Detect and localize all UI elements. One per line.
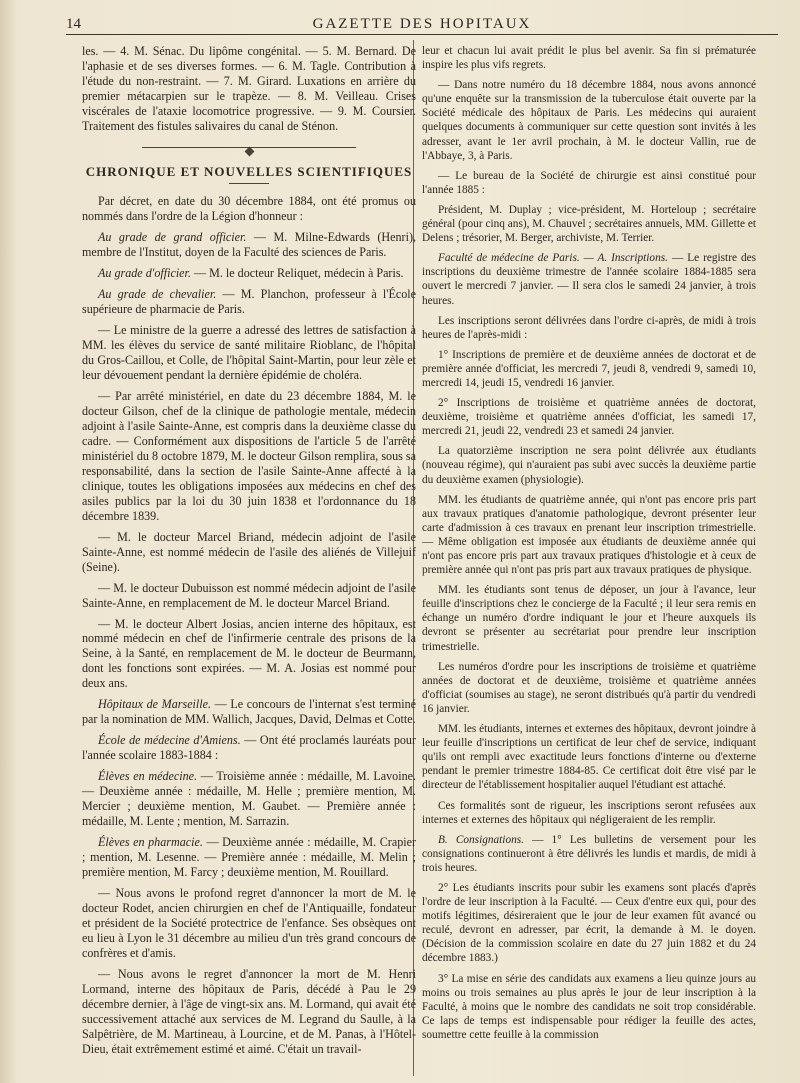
thesis-list-continuation: les. — 4. M. Sénac. Du lipôme congénital. — 5. M. Bernard. De l'aphasie et de ses diverses formes. — 6. M. Tagle. Contribution à l'étude du non-restraint. — 7. M. Girard. Luxations en arrière du premier métacarpien sur le trapèze. — 8. M. Veilleau. Crises viscérales de l'ataxie locomotrice progressive. — 9. M. Coursier. Traitement des fistules salivaires du canal de Sténon. [82,44,416,133]
italic-label: B. Consignations. [438,833,524,846]
italic-label: Au grade de grand officier. [98,229,247,244]
paragraph: Au grade de chevalier. — M. Planchon, professeur à l'École supérieure de pharmacie de Paris. [82,286,417,316]
paragraph: MM. les étudiants de quatrième année, qui n'ont pas encore pris part aux travaux pratiques d'anatomie pathologique, devront présenter leur carte d'admission à ces travaux en prenant leur inscription trimestrielle. — Même obligation est imposée aux étudiants de deuxième année qui n'ont pas encore pris part aux travaux pratiques d'histologie et à ceux de première année qui n'ont pas pris part aux travaux pratiques de physique. [422,493,756,577]
paragraph: — Dans notre numéro du 18 décembre 1884, nous avons annoncé qu'une enquête sur la transmission de la tuberculose était ouverte par la Société médicale des hôpitaux de Paris. Les médecins qui auraient quelques documents à communiquer sur cette question sont invités à les adresser, avant le 1er avril prochain, à M. le docteur Vallin, rue de l'Abbaye, 3, à Paris. [422,79,756,162]
paragraph: — M. le docteur Dubuisson est nommé médecin adjoint de l'asile Sainte-Anne, en remplacement de M. le docteur Marcel Briand. [82,580,416,610]
page-number: 14 [66,16,81,32]
italic-label: École de médecine d'Amiens. [98,733,241,748]
paragraph: Au grade de grand officier. — M. Milne-Edwards (Henri), membre de l'Institut, doyen de la Faculté des sciences de Paris. [82,229,416,259]
paragraph: Ces formalités sont de rigueur, les inscriptions seront refusées aux internes et externes des hôpitaux qui négligeraient de les remplir. [422,799,756,826]
paragraph: Au grade d'officier. — M. le docteur Reliquet, médecin à Paris. [98,265,404,280]
right-column [422,44,756,1048]
paragraph: — Nous avons le regret d'annoncer la mort de M. Henri Lormand, interne des hôpitaux de Paris, décédé à Pau le 29 décembre dernier, à l'âge de vingt-six ans. M. Lormand, qui avait été successivement attaché aux services de M. Legrand du Saulle, à la Salpêtrière, de M. Martineau, à Lourcine, et de M. Panas, à l'Hôtel-Dieu, était extrêmement estimé et aimé. C'était un travail- [82,967,416,1057]
italic-label: Au grade d'officier. [98,265,191,280]
paragraph: Les inscriptions seront délivrées dans l'ordre ci-après, de midi à trois heures de l'après-midi : [422,314,756,341]
paragraph: MM. les étudiants sont tenus de déposer, un jour à l'avance, leur feuille d'inscriptions chez le concierge de la Faculté ; il leur sera remis en échange un numéro d'ordre indiquant le jour et l'heure auxquels ils devront se présenter au secrétariat pour prendre leur inscription trimestrielle. [422,584,756,653]
paragraph: Faculté de médecine de Paris. — A. Inscriptions. — Le registre des inscriptions du deuxième trimestre de l'année scolaire 1884-1885 sera ouvert le mercredi 7 janvier. — Il sera clos le samedi 24 janvier, à trois heures. [422,252,756,307]
ornament-divider [82,142,416,154]
left-column [82,44,416,1063]
italic-label: Élèves en pharmacie. [98,835,203,850]
paragraph: Élèves en médecine. — Troisième année : médaille, M. Lavoine. — Deuxième année : médaille, M. Helle ; première mention, M. Mercier ; deuxième mention, M. Gaubet. — Première année : médaille, M. Lente ; mention, M. Sarrazin. [82,769,417,829]
paragraph: MM. les étudiants, internes et externes des hôpitaux, devront joindre à leur feuille d'inscriptions un certificat de leur chef de service, indiquant qu'ils ont rempli avec exactitude leurs fonctions d'interne ou d'externe pendant le premier trimestre 1884-85. Ce certificat doit être visé par le directeur de l'établissement hospitalier auquel l'étudiant est attaché. [422,723,756,792]
paragraph: Président, M. Duplay ; vice-président, M. Horteloup ; secrétaire général (pour cinq ans), M. Chauvel ; secrétaires annuels, MM. Gillette et Delens ; trésorier, M. Berger, archiviste, M. Terrier. [422,203,756,245]
italic-label: Au grade de chevalier. [98,286,217,301]
paragraph: La quatorzième inscription ne sera point délivrée aux étudiants (nouveau régime), qui n'auraient pas subi avec succès la deuxième partie du deuxième examen (physiologie). [422,445,756,486]
italic-label: Hôpitaux de Marseille. [98,697,212,712]
paragraph: — Le ministre de la guerre a adressé des lettres de satisfaction à MM. les élèves du service de santé militaire Rioblanc, de l'hôpital du Gros-Caillou, et Colle, de l'hôpital Saint-Martin, pour leur zèle et leur dévouement pendant la dernière épidémie de choléra. [82,322,416,382]
italic-label: Élèves en médecine. [98,769,198,784]
paragraph: 1° Inscriptions de première et de deuxième années de doctorat et de première année d'officiat, les mercredi 7, jeudi 8, vendredi 9, samedi 10, mercredi 14, jeudi 15, vendredi 16 janvier. [422,348,756,389]
paragraph: École de médecine d'Amiens. — Ont été proclamés lauréats pour l'année scolaire 1883-1884 : [82,733,416,763]
paragraph: Les numéros d'ordre pour les inscriptions de troisième et quatrième années de doctorat et de deuxième, troisième et quatrième années d'officiat (soumises au stage), ne seront distribués qu'à partir du vendredi 16 janvier. [422,660,756,715]
paragraph: — M. le docteur Albert Josias, ancien interne des hôpitaux, est nommé médecin en chef de l'infirmerie centrale des prisons de la Seine, à la Santé, en remplacement de M. le docteur de Beurmann, dont les fonctions sont expirées. — M. A. Josias est nommé pour deux ans. [82,616,416,691]
paragraph: leur et chacun lui avait prédit le plus bel avenir. Sa fin si prématurée inspire les plus vifs regrets. [422,45,756,72]
paragraph: Élèves en pharmacie. — Deuxième année : médaille, M. Crapier ; mention, M. Lesenne. — Première année : médaille, M. Melin ; première mention, M. Farcy ; deuxième mention, M. Rouillard. [82,835,417,880]
paragraph: — Par arrêté ministériel, en date du 23 décembre 1884, M. le docteur Gilson, chef de la clinique de pathologie mentale, médecin adjoint à l'asile Sainte-Anne, est compris dans la deuxième classe du cadre. — Conformément aux dispositions de l'article 5 de l'arrêté ministériel du 8 octobre 1879, M. le docteur Gilson remplira, sous sa responsabilité, dans la section de l'asile Sainte-Anne affecté à la clinique, toutes les obligations imposées aux médecins en chef des asiles publics par la loi du 30 juin 1838 et l'ordonnance du 18 décembre 1839. [82,388,416,523]
paragraph: Par décret, en date du 30 décembre 1884, ont été promus ou nommés dans l'ordre de la Légion d'honneur : [82,193,416,223]
italic-label: Faculté de médecine de Paris. — A. Inscriptions. [438,252,668,265]
paragraph: 2° Les étudiants inscrits pour subir les examens sont placés d'après l'ordre de leur inscription à la Faculté. — Ceux d'entre eux qui, pour des motifs légitimes, désireraient que le jour de leur examen fût avancé ou reculé, devront en adresser, par écrit, la demande à M. le doyen. (Décision de la commission scolaire en date du 27 juin 1882 et du 24 décembre 1883.) [422,881,756,965]
paragraph: — Le bureau de la Société de chirurgie est ainsi constitué pour l'année 1885 : [422,169,756,196]
paragraph: — M. le docteur Marcel Briand, médecin adjoint de l'asile Sainte-Anne, est nommé médecin de l'asile des aliénés de Villejuif (Seine). [82,529,416,574]
paragraph: 2° Inscriptions de troisième et quatrième années de doctorat, deuxième, troisième et quatrième années d'officiat, les samedi 17, mercredi 21, jeudi 22, vendredi 23 et samedi 24 janvier. [422,397,756,438]
running-title: GAZETTE DES HOPITAUX [312,16,532,32]
page-header [66,8,778,35]
paragraph: 3° La mise en série des candidats aux examens a lieu quinze jours au moins ou trois semaines au plus après le jour de leur inscription à la Faculté, à moins que le nombre des candidats ne soit trop considérable. Ce laps de temps est indispensable pour rédiger la feuille des actes, soumettre cette feuille à la commission [422,972,756,1041]
paragraph: — Nous avons le profond regret d'annoncer la mort de M. le docteur Rodet, ancien chirurgien en chef de l'Antiquaille, fondateur et président de la Société protectrice de l'enfance. Ses obsèques ont eu lieu à Lyon le 31 décembre au milieu d'un très grand concours de confrères et d'amis. [82,886,416,961]
short-rule [229,183,269,184]
paragraph: B. Consignations. — 1° Les bulletins de versement pour les consignations continueront à être délivrés les lundis et mardis, de midi à trois heures. [422,833,757,874]
paragraph: Hôpitaux de Marseille. — Le concours de l'internat s'est terminé par la nomination de MM. Wallich, Jacques, David, Delmas et Cotte. [82,697,417,727]
section-title: CHRONIQUE ET NOUVELLES SCIENTIFIQUES [85,163,413,179]
